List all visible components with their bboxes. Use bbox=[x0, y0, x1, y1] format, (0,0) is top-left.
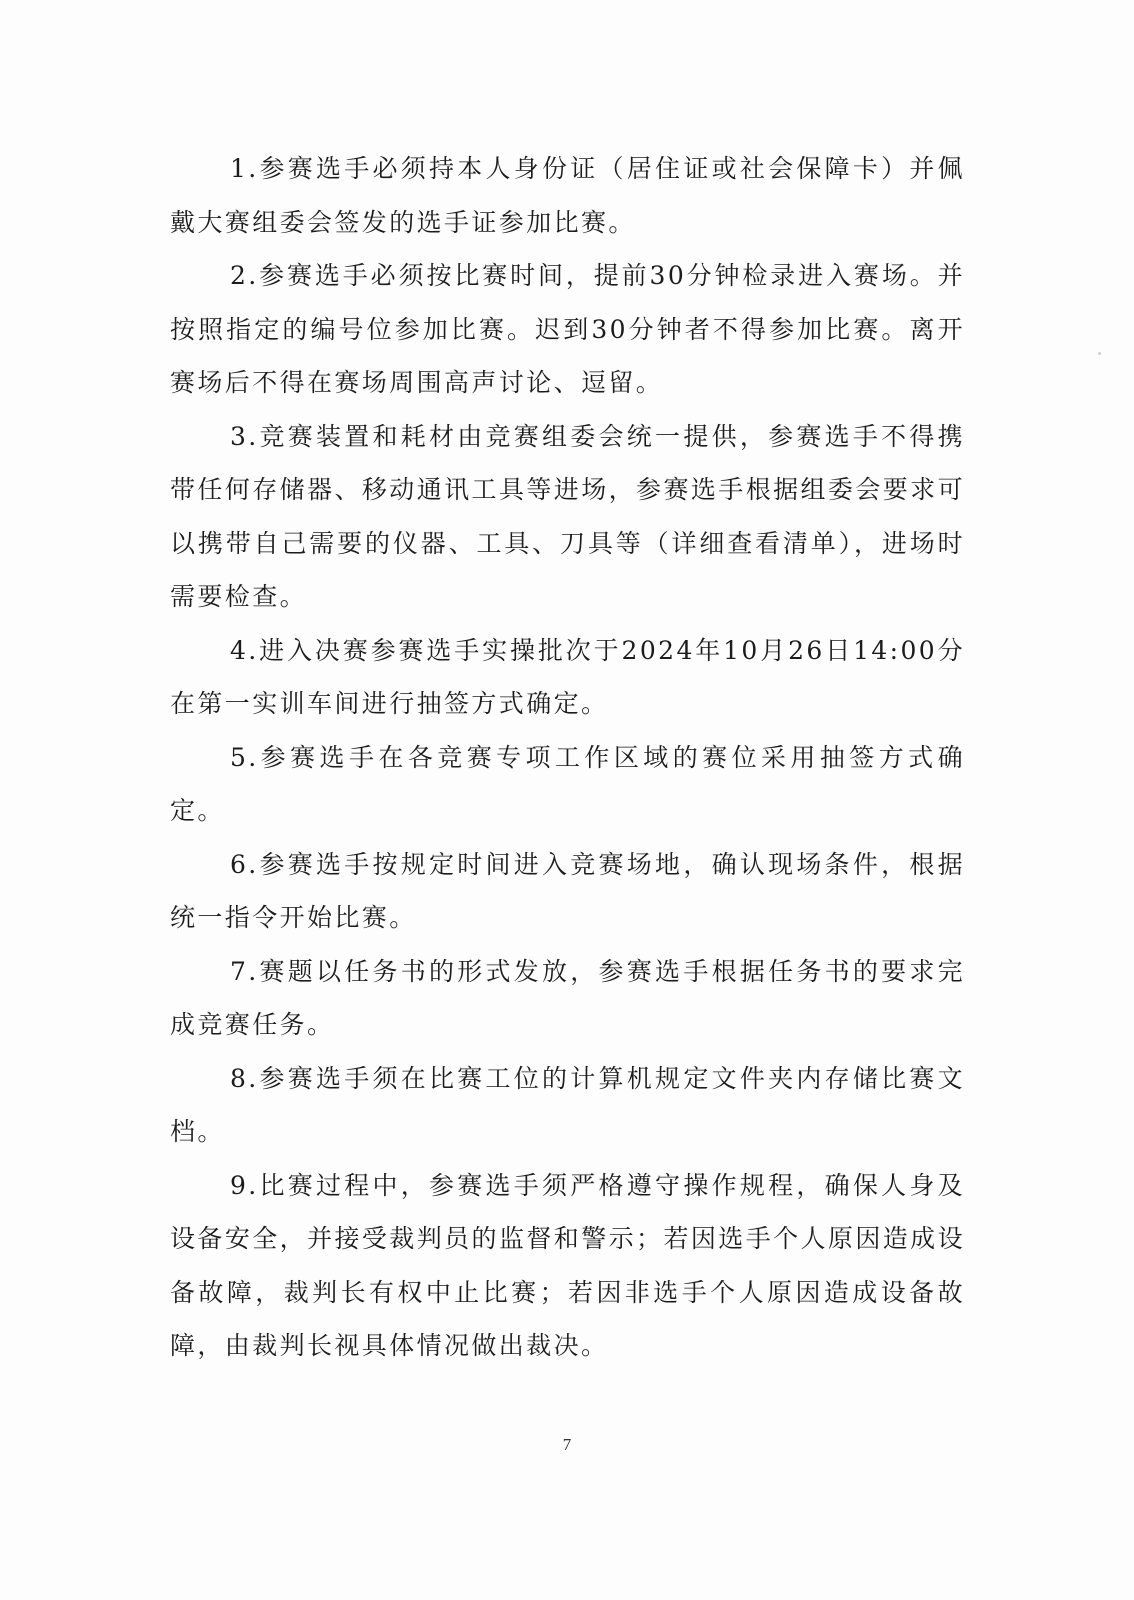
document-body bbox=[170, 142, 965, 1373]
paragraph-rule-2: 2.参赛选手必须按比赛时间，提前30分钟检录进入赛场。并按照指定的编号位参加比赛。迟到30分钟者不得参加比赛。离开赛场后不得在赛场周围高声讨论、逗留。 bbox=[170, 261, 965, 397]
paragraph-rule-6: 6.参赛选手按规定时间进入竞赛场地，确认现场条件，根据统一指令开始比赛。 bbox=[170, 849, 965, 932]
paragraph-rule-9: 9.比赛过程中，参赛选手须严格遵守操作规程，确保人身及设备安全，并接受裁判员的监督和警示；若因选手个人原因造成设备故障，裁判长有权中止比赛；若因非选手个人原因造成设备故障，由裁判长视具体情况做出裁决。 bbox=[170, 1170, 965, 1360]
paragraph-rule-5: 5.参赛选手在各竞赛专项工作区域的赛位采用抽签方式确定。 bbox=[170, 742, 965, 825]
page-number: 7 bbox=[562, 1435, 572, 1454]
paragraph-rule-8: 8.参赛选手须在比赛工位的计算机规定文件夹内存储比赛文档。 bbox=[170, 1063, 965, 1146]
paragraph-rule-7: 7.赛题以任务书的形式发放，参赛选手根据任务书的要求完成竞赛任务。 bbox=[170, 956, 965, 1039]
paragraph-rule-4: 4.进入决赛参赛选手实操批次于2024年10月26日14:00分在第一实训车间进行抽签方式确定。 bbox=[170, 635, 965, 718]
paragraph-rule-3: 3.竞赛装置和耗材由竞赛组委会统一提供，参赛选手不得携带任何存储器、移动通讯工具等进场，参赛选手根据组委会要求可以携带自己需要的仪器、工具、刀具等（详细查看清单），进场时需要检查。 bbox=[170, 421, 965, 611]
scan-speck bbox=[1098, 352, 1101, 355]
paragraph-rule-1: 1.参赛选手必须持本人身份证（居住证或社会保障卡）并佩戴大赛组委会签发的选手证参加比赛。 bbox=[170, 154, 965, 237]
